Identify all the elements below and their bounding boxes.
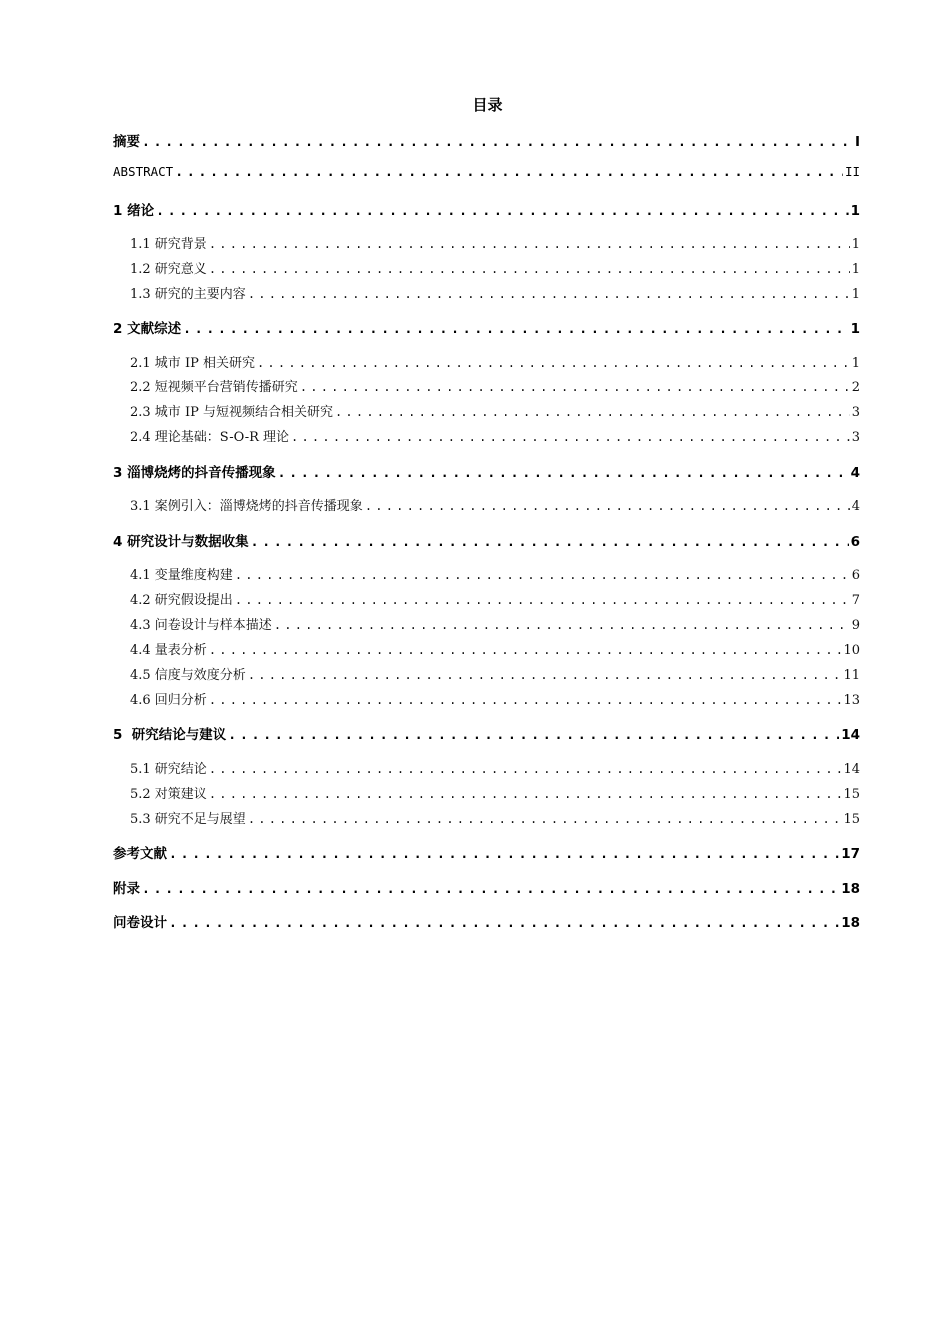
dot-leader — [169, 916, 839, 931]
toc-entry[interactable] — [113, 495, 860, 514]
toc-entry-label: 5 研究结论与建议 — [113, 727, 227, 743]
toc-entry-page: 1 — [850, 203, 860, 219]
dot-leader — [365, 499, 850, 513]
toc-entry-label: 5.1 研究结论 — [130, 762, 207, 777]
dot-leader — [278, 466, 849, 481]
toc-entry-page: 6 — [851, 568, 860, 583]
toc-entry-page: 4 — [850, 465, 860, 481]
toc-entry[interactable] — [113, 317, 860, 337]
toc-entry-label: ABSTRACT — [113, 164, 174, 179]
toc-entry-page: 15 — [843, 812, 860, 827]
dot-leader — [169, 847, 839, 862]
dot-leader — [209, 762, 842, 776]
toc-entry[interactable] — [113, 758, 860, 777]
toc-entry-page: 18 — [841, 881, 860, 897]
toc-entry-label: 4.2 研究假设提出 — [130, 593, 233, 608]
dot-leader — [209, 262, 850, 276]
toc-entry[interactable] — [113, 461, 860, 481]
toc-entry[interactable] — [113, 233, 860, 252]
toc-entry-page: 2 — [851, 380, 860, 395]
toc-entry-label: 2.3 城市 IP 与短视频结合相关研究 — [130, 405, 333, 420]
dot-leader — [175, 165, 843, 180]
toc-entry-label: 问卷设计 — [113, 915, 167, 931]
toc-entry[interactable] — [113, 199, 860, 219]
toc-entry-page: 7 — [851, 593, 860, 608]
toc-entry-label: 5.2 对策建议 — [130, 787, 207, 802]
toc-entry[interactable] — [113, 376, 860, 395]
toc-entry-label: 3 淄博烧烤的抖音传播现象 — [113, 465, 276, 481]
toc-entry-page: 6 — [850, 534, 860, 550]
toc-entry-label: 附录 — [113, 881, 140, 897]
toc-entry[interactable] — [113, 689, 860, 708]
toc-entry-label: 3.1 案例引入：淄博烧烤的抖音传播现象 — [130, 499, 363, 514]
toc-entry-label: 5.3 研究不足与展望 — [130, 812, 246, 827]
toc-entry-page: II — [844, 164, 860, 179]
toc-entry-label: 1.3 研究的主要内容 — [130, 287, 246, 302]
dot-leader — [235, 593, 850, 607]
toc-entry-label: 4 研究设计与数据收集 — [113, 534, 249, 550]
toc-entry-label: 2.2 短视频平台营销传播研究 — [130, 380, 298, 395]
toc-entry[interactable] — [113, 164, 860, 180]
toc-entry-page: 1 — [850, 321, 860, 337]
toc-entry-page: 1 — [851, 356, 860, 371]
toc-title: 目录 — [472, 96, 503, 114]
toc-entry-page: 1 — [851, 287, 860, 302]
toc-entry-page: 3 — [851, 430, 860, 445]
toc-entry-label: 4.6 回归分析 — [130, 693, 207, 708]
toc-entry[interactable] — [113, 639, 860, 658]
toc-entry[interactable] — [113, 426, 860, 445]
dot-leader — [300, 380, 850, 394]
toc-entry-label: 4.5 信度与效度分析 — [130, 668, 246, 683]
dot-leader — [209, 237, 850, 251]
dot-leader — [257, 356, 850, 370]
dot-leader — [209, 787, 842, 801]
toc-entry-label: 2.1 城市 IP 相关研究 — [130, 356, 255, 371]
dot-leader — [142, 135, 853, 150]
toc-entry[interactable] — [113, 614, 860, 633]
toc-entry[interactable] — [113, 258, 860, 277]
toc-entry-page: 15 — [843, 787, 860, 802]
dot-leader — [156, 204, 849, 219]
toc-entry-page: 17 — [841, 846, 860, 862]
toc-entry-page: 9 — [851, 618, 860, 633]
dot-leader — [274, 618, 850, 632]
toc-entry-label: 4.4 量表分析 — [130, 643, 207, 658]
toc-entry[interactable] — [113, 842, 860, 862]
dot-leader — [209, 693, 842, 707]
toc-entry[interactable] — [113, 283, 860, 302]
toc-entry-page: 13 — [843, 693, 860, 708]
dot-leader — [209, 643, 842, 657]
toc-entry[interactable] — [113, 783, 860, 802]
toc-entry-page: 3 — [851, 405, 860, 420]
dot-leader — [248, 287, 850, 301]
toc-entry[interactable] — [113, 530, 860, 550]
dot-leader — [235, 568, 850, 582]
dot-leader — [248, 812, 842, 826]
toc-entry-label: 4.3 问卷设计与样本描述 — [130, 618, 272, 633]
toc-entry-label: 2.4 理论基础：S-O-R 理论 — [130, 430, 290, 445]
toc-entry-page: 10 — [843, 643, 860, 658]
toc-entry-label: 参考文献 — [113, 846, 167, 862]
toc-entry-page: 14 — [841, 727, 860, 743]
toc-entry[interactable] — [113, 401, 860, 420]
toc-entry[interactable] — [113, 589, 860, 608]
toc-entry[interactable] — [113, 130, 860, 150]
toc-entry-page: 14 — [843, 762, 860, 777]
dot-leader — [291, 430, 850, 444]
toc-entry[interactable] — [113, 911, 860, 931]
toc-entry-label: 1 绪论 — [113, 203, 155, 219]
toc-entry[interactable] — [113, 564, 860, 583]
dot-leader — [251, 535, 849, 550]
toc-entry-label: 1.1 研究背景 — [130, 237, 207, 252]
dot-leader — [142, 882, 839, 897]
dot-leader — [248, 668, 842, 682]
toc-entry-page: 1 — [851, 237, 860, 252]
dot-leader — [183, 322, 849, 337]
toc-entry-page: I — [854, 134, 860, 150]
toc-entry-page: 1 — [851, 262, 860, 277]
toc-entry-label: 摘要 — [113, 134, 140, 150]
dot-leader — [228, 728, 839, 743]
toc-entry[interactable] — [113, 877, 860, 897]
toc-entry[interactable] — [113, 808, 860, 827]
toc-entry-page: 4 — [851, 499, 860, 514]
toc-entry-label: 4.1 变量维度构建 — [130, 568, 233, 583]
toc-entry-page: 18 — [841, 915, 860, 931]
toc-entry-label: 1.2 研究意义 — [130, 262, 207, 277]
toc-entry[interactable] — [113, 664, 860, 683]
toc-entry[interactable] — [113, 352, 860, 371]
toc-entry[interactable] — [113, 723, 860, 743]
dot-leader — [335, 405, 850, 419]
toc-entry-page: 11 — [843, 668, 860, 683]
toc-entry-label: 2 文献综述 — [113, 321, 182, 337]
